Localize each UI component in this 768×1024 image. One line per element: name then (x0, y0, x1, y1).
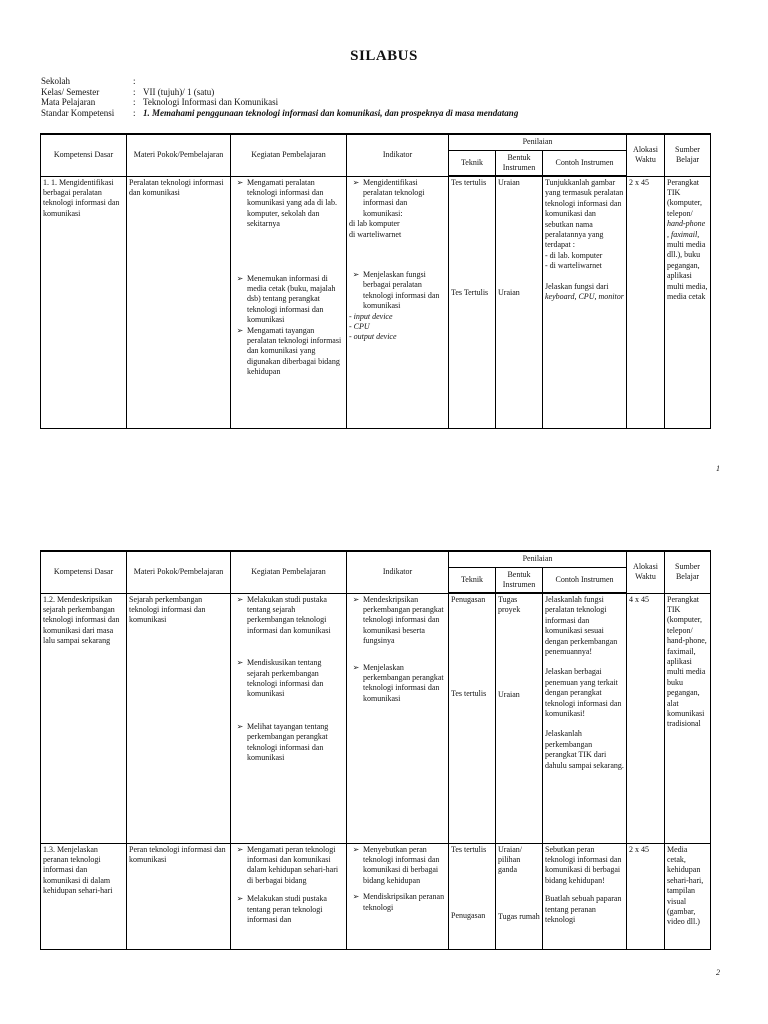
kegiatan-cell (231, 843, 347, 949)
alokasi-cell: 2 x 45 (627, 843, 665, 949)
meta-colon: : (133, 76, 136, 86)
meta-row-sekolah (41, 76, 518, 87)
kd-cell: 1. 1. Mengidentifikasi berbagai peralatan teknologi informasi dan komunikasi (41, 176, 127, 428)
kegiatan-item: ➢ Mengamati peran teknologi informasi dan komunikasi dalam kehidupan sehari-hari di berbagai bidang (233, 845, 344, 887)
bentuk-cell: Tugas proyek Uraian (496, 593, 543, 843)
materi-cell: Peran teknologi informasi dan komunikasi (127, 843, 231, 949)
meta-value: 1. Memahami penggunaan teknologi informasi dan komunikasi, dan prospeknya di masa mendatang (143, 107, 519, 118)
alokasi-cell: 2 x 45 (627, 176, 665, 428)
indikator-item: ➢ Menyebutkan peran teknologi informasi dan komunikasi di berbagai bidang kehidupan (349, 845, 446, 887)
sumber-cell: Perangkat TIK (komputer, telepon/ hand-phone, faximail, aplikasi multi media buku pegangan, alat komunikasi tradisional (665, 593, 711, 843)
arrow-bullet-icon: ➢ (352, 177, 360, 187)
silabus-table-page-2 (40, 550, 711, 950)
meta-label: Sekolah (41, 76, 70, 86)
teknik-cell: Tes tertulis Tes Tertulis (449, 176, 496, 428)
page-number: 1 (716, 464, 720, 473)
header-alokasi: Alokasi Waktu (627, 551, 665, 593)
header-contoh: Contoh Instrumen (543, 150, 627, 176)
sumber-cell: Media cetak, kehidupan sehari-hari, tampilan visual (gambar, video dll.) (665, 843, 711, 949)
contoh-cell: Jelaskanlah fungsi peralatan teknologi informasi dan komunikasi sesuai dengan perkembangan penemuannya! Jelaskan berbagai penemuan yang terkait dengan perangkat teknologi informasi dan komunikasi! Jelaskanlah perkembangan perangkat TIK dari dahulu sampai sekarang. (543, 593, 627, 843)
indikator-item: ➢ Menjelaskan perkembangan perangkat teknologi informasi dan komunikasi (349, 663, 446, 705)
document-title: SILABUS (350, 48, 418, 64)
indikator-item: ➢ Mengidentifikasi peralatan teknologi informasi dan komunikasi: (349, 178, 446, 220)
materi-cell: Peralatan teknologi informasi dan komunikasi (127, 176, 231, 428)
bentuk-cell: Uraian/ pilihan ganda Tugas rumah (496, 843, 543, 949)
meta-colon: : (133, 107, 136, 118)
indikator-sub: - CPU (349, 321, 370, 331)
meta-row-standar (41, 108, 518, 119)
meta-row-kelas (41, 87, 518, 98)
arrow-bullet-icon: ➢ (352, 662, 360, 672)
header-materi: Materi Pokok/Pembelajaran (127, 134, 231, 176)
teknik-cell: Tes tertulis Penugasan (449, 843, 496, 949)
header-indikator: Indikator (347, 551, 449, 593)
kegiatan-item: ➢ Melakukan studi pustaka tentang sejarah perkembangan teknologi informasi dan komunikasi (233, 595, 344, 637)
meta-label: Kelas/ Semester (41, 86, 100, 97)
header-kompetensi: Kompetensi Dasar (41, 551, 127, 593)
arrow-bullet-icon: ➢ (352, 844, 360, 854)
alokasi-cell: 4 x 45 (627, 593, 665, 843)
table-row (41, 593, 711, 843)
kegiatan-item: ➢ Melakukan studi pustaka tentang peran teknologi informasi dan (233, 894, 344, 925)
indikator-cell (347, 176, 449, 428)
arrow-bullet-icon: ➢ (352, 892, 360, 902)
indikator-item: ➢ Menjelaskan fungsi berbagai peralatan teknologi informasi dan komunikasi (349, 270, 446, 312)
indikator-item: ➢ Mendiskripsikan peranan teknologi (349, 892, 446, 913)
arrow-bullet-icon: ➢ (236, 721, 244, 731)
kegiatan-item: ➢ Mengamati peralatan teknologi informasi dan komunikasi yang ada di lab. komputer, sekolah dan sekitarnya (233, 178, 344, 230)
header-info (41, 76, 518, 118)
header-teknik: Teknik (449, 150, 496, 176)
header-indikator: Indikator (347, 134, 449, 176)
bentuk-cell: Uraian Uraian (496, 176, 543, 428)
header-bentuk: Bentuk Instrumen (496, 150, 543, 176)
kd-cell: 1.2. Mendeskripsikan sejarah perkembangan teknologi informasi dan komunikasi dari masa lalu sampai sekarang (41, 593, 127, 843)
indikator-item: ➢ Mendeskripsikan perkembangan perangkat teknologi informasi dan komunikasi beserta fungsinya (349, 595, 446, 647)
arrow-bullet-icon: ➢ (236, 844, 244, 854)
header-sumber: Sumber Belajar (665, 551, 711, 593)
kegiatan-item: ➢ Melihat tayangan tentang perkembangan perangkat teknologi informasi dan komunikasi (233, 722, 344, 764)
header-materi: Materi Pokok/Pembelajaran (127, 551, 231, 593)
meta-value: VII (tujuh)/ 1 (satu) (143, 86, 215, 97)
header-sumber: Sumber Belajar (665, 134, 711, 176)
indikator-sub: - output device (349, 332, 397, 342)
arrow-bullet-icon: ➢ (236, 594, 244, 604)
header-penilaian: Penilaian (449, 134, 627, 150)
header-bentuk: Bentuk Instrumen (496, 567, 543, 593)
meta-label: Mata Pelajaran (41, 97, 96, 107)
indikator-sub: di warteliwarnet (349, 229, 402, 239)
header-penilaian: Penilaian (449, 551, 627, 567)
meta-colon: : (133, 86, 136, 97)
silabus-table-page-1 (40, 133, 711, 429)
arrow-bullet-icon: ➢ (352, 269, 360, 279)
contoh-cell: Sebutkan peran teknologi informasi dan komunikasi di berbagai bidang kehidupan! Buatlah sebuah paparan tentang peranan teknologi (543, 843, 627, 949)
arrow-bullet-icon: ➢ (236, 273, 244, 283)
arrow-bullet-icon: ➢ (236, 894, 244, 904)
kegiatan-item: ➢ Mengamati tayangan peralatan teknologi informasi dan komunikasi yang digunakan diberbagai bidang kehidupan (233, 326, 344, 378)
header-kegiatan: Kegiatan Pembelajaran (231, 134, 347, 176)
kegiatan-cell (231, 176, 347, 428)
kegiatan-cell (231, 593, 347, 843)
meta-value: Teknologi Informasi dan Komunikasi (143, 97, 279, 107)
indikator-sub: di lab komputer (349, 219, 400, 229)
arrow-bullet-icon: ➢ (352, 594, 360, 604)
table-row (41, 843, 711, 949)
indikator-sub: - input device (349, 311, 393, 321)
kegiatan-item: ➢ Menemukan informasi di media cetak (buku, majalah dsb) tentang perangkat teknologi informasi dan komunikasi (233, 274, 344, 326)
materi-cell: Sejarah perkembangan teknologi informasi dan komunikasi (127, 593, 231, 843)
indikator-cell (347, 593, 449, 843)
header-contoh: Contoh Instrumen (543, 567, 627, 593)
header-alokasi: Alokasi Waktu (627, 134, 665, 176)
teknik-cell: Penugasan Tes tertulis (449, 593, 496, 843)
header-teknik: Teknik (449, 567, 496, 593)
arrow-bullet-icon: ➢ (236, 177, 244, 187)
arrow-bullet-icon: ➢ (236, 325, 244, 335)
kegiatan-item: ➢ Mendiskusikan tentang sejarah perkembangan teknologi informasi dan komunikasi (233, 658, 344, 700)
kd-cell: 1.3. Menjelaskan peranan teknologi informasi dan komunikasi di dalam kehidupan sehari-hari (41, 843, 127, 949)
header-kegiatan: Kegiatan Pembelajaran (231, 551, 347, 593)
indikator-cell (347, 843, 449, 949)
arrow-bullet-icon: ➢ (236, 658, 244, 668)
meta-colon: : (133, 97, 136, 107)
table-row (41, 176, 711, 428)
contoh-cell: Tunjukkanlah gambar yang termasuk peralatan teknologi informasi dan komunikasi dan sebutkan nama peralatannya yang terdapat : - di lab. komputer - di warteliwarnet Jelaskan fungsi dari keyboard, CPU, monitor (543, 176, 627, 428)
page-number: 2 (716, 968, 720, 977)
meta-row-mapel (41, 97, 518, 108)
sumber-cell: Perangkat TIK (komputer, telepon/ hand-phone , faximail, multi media dll.), buku pegangan, aplikasi multi media, media cetak (665, 176, 711, 428)
meta-label: Standar Kompetensi (41, 107, 115, 118)
header-kompetensi: Kompetensi Dasar (41, 134, 127, 176)
